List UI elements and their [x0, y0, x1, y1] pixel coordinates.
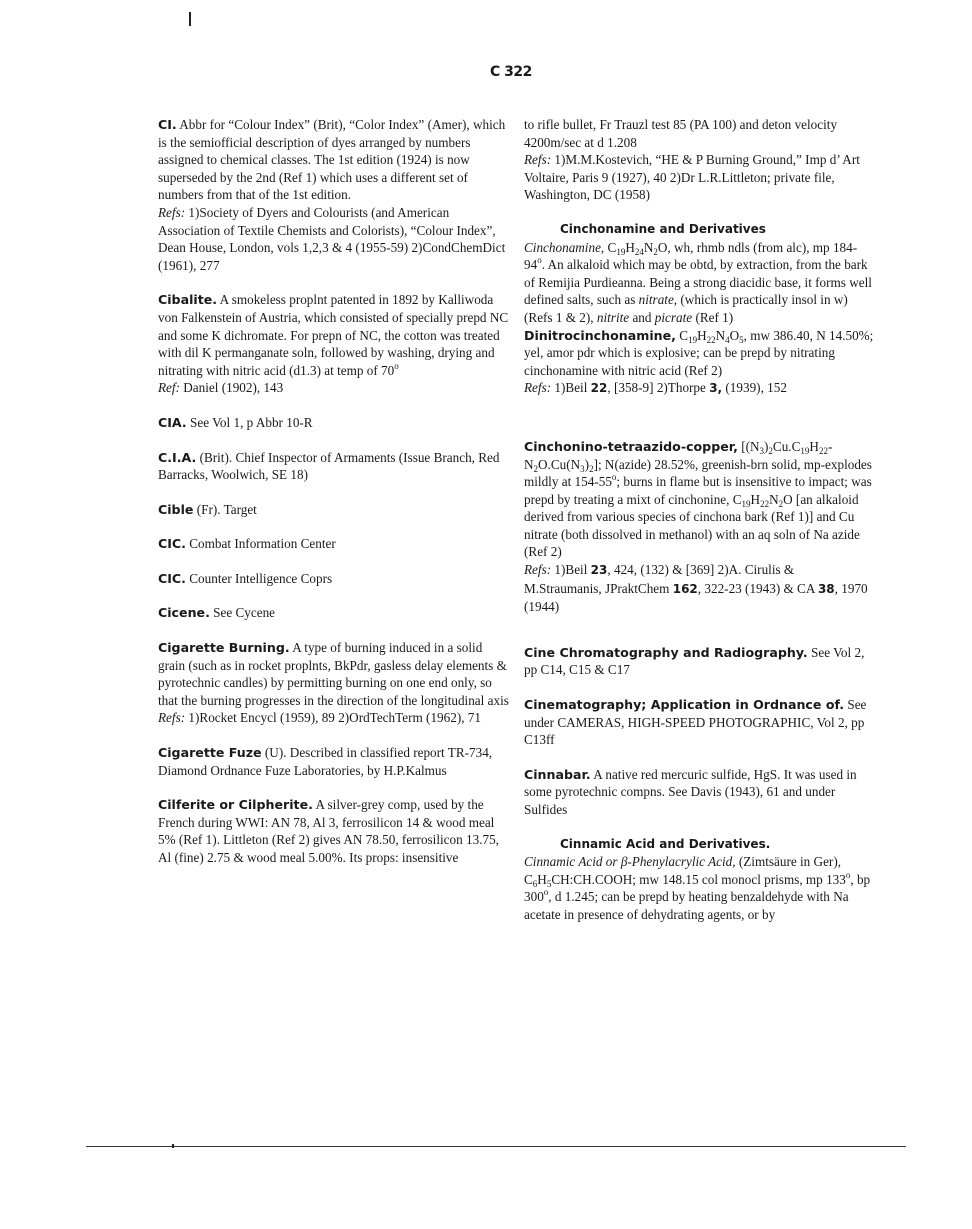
ref-label: Ref: [158, 380, 180, 396]
headword: Cible [158, 501, 194, 517]
entry-text: and [629, 309, 655, 325]
degree-sign: o [543, 887, 549, 898]
entry-text: O [an alkaloid derived from various species of cinchona bark (Ref 1)] and Cu nitrate (both dissolved in methanol) with an aq soln of Na azide (Ref 2) [524, 491, 860, 560]
entry-cilferite [158, 796, 510, 866]
entry-cinnabar [524, 766, 874, 819]
entry-text: Counter Intelligence Coprs [185, 570, 333, 586]
refs-text: 1)Society of Dyers and Colourists (and American Association of Textile Chemists and Colorists), “Colour Index”, Dean House, London, vols 1,2,3 & 4 (1955-59) 2)CondChemDict (1961), 277 [158, 204, 506, 273]
headword: Cigarette Burning. [158, 640, 290, 656]
refs-text: 1)Rocket Encycl (1959), 89 2)OrdTechTerm (1962), 71 [185, 710, 481, 726]
section-heading: Cinnamic Acid and Derivatives. [560, 836, 771, 851]
volume-number: 23 [590, 563, 608, 578]
entry-text: See Vol 2, pp C14, C15 & C17 [524, 644, 865, 678]
volume-number: 162 [672, 581, 698, 596]
degree-sign: o [845, 869, 851, 880]
entry-text: . An alkaloid which may be obtd, by extraction, from the bark of Remijia Purdieanna. Being a strong diacidic base, it forms well defined salts, such as [524, 257, 872, 308]
entry-text: See Cycene [209, 605, 276, 621]
headword: CIC. [158, 536, 186, 552]
entry-cinematography [524, 696, 874, 749]
entry-ci [158, 116, 510, 274]
refs-text: (1939), 152 [722, 380, 787, 396]
headword: Cinchonino-tetraazido-copper, [524, 438, 738, 454]
entry-text: (which is practically insol in w) (Refs 1 & 2), [524, 292, 848, 325]
refs-text: , 322-23 (1943) & CA [697, 580, 818, 596]
headword: C.I.A. [158, 449, 197, 465]
entry-cia-brit [158, 449, 510, 484]
entry-text: Combat Information Center [185, 536, 336, 552]
headword: Cibalite. [158, 292, 218, 308]
headword: Dinitrocinchonamine, [524, 327, 676, 343]
headword: Cinematography; Application in Ordnance of. [524, 697, 845, 713]
formula-text: [(N [737, 438, 760, 454]
headword: CIC. [158, 570, 186, 586]
chemical-formula: $C_{19}H_{24}N_2O$ [607, 239, 668, 257]
headword: Cilferite or Cilpherite. [158, 797, 313, 813]
entry-cibalite [158, 291, 510, 397]
entry-text: A type of burning induced in a solid grain (such as in rocket proplnts, BkPdr, gasless delay elements & pyrotechnic candles) by permitting burning on one end only, so that the burning progresses in the direction of the longitudinal axis [158, 640, 509, 708]
entry-text: , wh, rhmb ndls (from alc), mp 184-94 [524, 239, 858, 273]
refs-label: Refs: [524, 152, 552, 168]
entry-text: to rifle bullet, Fr Trauzl test 85 (PA 100) and deton velocity 4200m/sec at d 1.208 [524, 117, 838, 150]
chemical-formula: $C_{19}H_{22}N_4O_5$ [679, 327, 744, 345]
entry-text: , bp 300 [524, 871, 871, 905]
entry-text: (U). Described in classified report TR-734, Diamond Ordnance Fuze Laboratories, by H.P.Kalmus [158, 745, 493, 778]
entry-dinitrocinchonamine [524, 327, 874, 398]
entry-cia [158, 414, 510, 432]
right-column [524, 116, 874, 941]
entry-text: See Vol 1, p Abbr 10-R [186, 414, 313, 430]
entry-text: , mw 386.40, N 14.50%; yel, amor pdr which is explosive; can be prepd by nitrating cinchonamine with nitric acid (Ref 2) [524, 327, 874, 378]
refs-text: , 1970 (1944) [524, 580, 868, 615]
headword: CIA. [158, 414, 187, 430]
salt-name: nitrite [596, 309, 630, 325]
entry-text: (Ref 1) [692, 309, 734, 325]
entry-text: A smokeless proplnt patented in 1892 by Kalliwoda von Falkenstein of Austria, which consisted of specially prepd NC and some K dichromate. For prepn of NC, the cotton was treated with dil K permanganate soln, followed by washing, drying and nitrating with nitric acid (d1.3) at temp of 70 [158, 292, 509, 378]
headword: Cinnabar. [524, 766, 591, 782]
entry-text: ]; N(azide) 28.52%, greenish-brn solid, mp-explodes mildly at 154-55 [524, 456, 872, 490]
entry-cigarette-fuze [158, 744, 510, 779]
salt-name: picrate [654, 309, 693, 325]
entry-cic-combat [158, 535, 510, 553]
entry-cinnamic-acid: Cinnamic Acid and Derivatives. Cinnamic Acid or β-Phenylacrylic Acid, (Zimtsäure in Ger), $C_6H_5CH:CH.COOH$; mw 148.15 col monocl prisms, mp 133$^o$, bp 300$^o$, d 1.245; can be prepd by heating benzaldehyde with Na acetate in presence of dehydrating agents, or by [524, 836, 874, 924]
refs-label: Refs: [524, 562, 552, 578]
entry-cible [158, 501, 510, 519]
volume-number: 38 [817, 581, 835, 596]
volume-number: 22 [590, 381, 608, 396]
footer-rule [86, 1146, 906, 1147]
degree-sign: o [537, 255, 542, 266]
entry-cic-counter [158, 570, 510, 588]
entry-cinchonino-tetraazido-copper: Cinchonino-tetraazido-copper, $[(N_3)_2Cu.C_{19}H_{22}-N_2O.Cu(N_3)_2]$; N(azide) 28.52%, greenish-brn solid, mp-explodes mildly at 154-55$^o$; burns in flame but is insensitive to impact; was prepd by treating a mixt of cinchonine, $C_{19}H_{22}N_2O$ [an alkaloid derived from various species of cinchona bark (Ref 1)] and Cu nitrate (both dissolved in methanol) with an aq soln of Na azide (Ref 2) Refs: 1)Beil 23, 424, (132) & [369] 2)A. Cirulis & M.Straumanis, JPraktChem 162, 322-23 (1943) & CA 38, 1970 (1944) [524, 438, 872, 615]
refs-text: 1)Beil [551, 562, 591, 578]
entry-cilferite-continued [524, 116, 874, 204]
salt-name: nitrate, [638, 292, 678, 308]
refs-text: , 424, (132) & [369] 2)A. Cirulis & M.Straumanis, JPraktChem [524, 562, 795, 596]
entry-text: ; burns in flame but is insensitive to impact; was prepd by treating a mixt of cinchonine, C [524, 474, 872, 507]
footer-rule-mark [172, 1144, 174, 1148]
entry-cinchonamine: Cinchonamine and Derivatives Cinchonamine, $C_{19}H_{24}N_2O$, wh, rhmb ndls (from alc), mp 184-94$^o$. An alkaloid which may be obtd, by extraction, from the bark of Remijia Purdieanna. Being a strong diacidic base, it forms well defined salts, such as nitrate, (which is practically insol in w) (Refs 1 & 2), nitrite and picrate (Ref 1) [524, 221, 874, 327]
entry-text: (Brit). Chief Inspector of Armaments (Issue Branch, Red Barracks, Woolwich, SE 18) [158, 449, 500, 483]
entry-text: See under CAMERAS, HIGH-SPEED PHOTOGRAPHIC, Vol 2, pp C13ff [524, 697, 867, 748]
refs-text: 1)M.M.Kostevich, “HE & P Burning Ground,” Imp d’ Art Voltaire, Paris 9 (1927), 40 2)Dr L.R.Littleton; private file, Washington, DC (1958) [524, 152, 860, 203]
ref-text: Daniel (1902), 143 [179, 380, 284, 396]
headword: Cigarette Fuze [158, 745, 262, 761]
entry-cine-chromatography [524, 644, 874, 679]
entry-text: (Zimtsäure in Ger), C [524, 854, 842, 887]
compound-name: Cinnamic Acid or β-Phenylacrylic Acid, [524, 854, 736, 870]
entry-cicene [158, 604, 510, 622]
left-column [158, 116, 510, 884]
refs-text: , [358-9] 2)Thorpe [607, 380, 710, 396]
volume-number: 3, [709, 381, 723, 396]
entry-text: Abbr for “Colour Index” (Brit), “Color Index” (Amer), which is the semiofficial description of dyes arranged by numbers assigned to chemical classes. The 1st edition (1924) is now superseded by the 2nd (Ref 1) which uses a different set of numbers from that of the 1st edition. [158, 117, 506, 203]
compound-name: Cinchonamine [524, 239, 601, 255]
section-heading: Cinchonamine and Derivatives [560, 221, 766, 236]
entry-text: (Fr). Target [193, 501, 257, 517]
degree-sign: o [611, 472, 617, 483]
page-number: C 322 [490, 64, 532, 80]
refs-label: Refs: [158, 204, 186, 220]
refs-text: 1)Beil [551, 380, 591, 396]
refs-label: Refs: [524, 380, 552, 396]
entry-cigarette-burning [158, 639, 510, 727]
margin-mark [189, 12, 191, 26]
headword: Cine Chromatography and Radiography. [524, 644, 808, 660]
headword: Cicene. [158, 605, 210, 621]
degree-sign: o [394, 360, 399, 371]
entry-text: A native red mercuric sulfide, HgS. It was used in some pyrotechnic compns. See Davis (1943), 61 and under Sulfides [524, 766, 857, 817]
refs-label: Refs: [158, 710, 186, 726]
entry-text: A silver-grey comp, used by the French during WWI: AN 78, Al 3, ferrosilicon 14 & wood meal 5% (Ref 1). Littleton (Ref 2) gives AN 78.50, ferrosilicon 13.75, Al (fine) 2.75 & wood meal 5.00%. Its props: insensitive [158, 797, 499, 865]
entry-text: , d 1.245; can be prepd by heating benzaldehyde with Na acetate in presence of dehydrating agents, or by [524, 889, 849, 922]
headword: CI. [158, 117, 177, 132]
entry-text: CH:CH.COOH; mw 148.15 col monocl prisms, mp 133 [551, 871, 846, 887]
